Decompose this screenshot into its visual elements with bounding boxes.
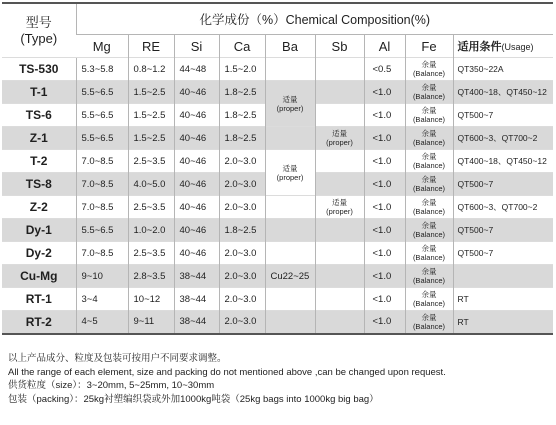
cell-si: 44~48 (174, 58, 219, 81)
cell-si: 38~44 (174, 288, 219, 311)
note-adjust-cn: 以上产品成分、粒度及包装可按用户不同要求调整。 (8, 353, 227, 364)
cell-sb (315, 58, 364, 81)
cell-usage: QT400~18、QT450~12 (453, 81, 553, 104)
cell-ba (265, 288, 315, 311)
cell-re: 2.8~3.5 (128, 265, 174, 288)
cell-re: 1.5~2.5 (128, 81, 174, 104)
type-header-cn: 型号 (25, 14, 52, 30)
ba-proper-en: (proper) (276, 172, 304, 182)
fe-en: (Balance) (412, 230, 446, 239)
cell-ba (265, 311, 315, 334)
note-packing: 包装（packing）：25kg衬塑编织袋或外加1000kg吨袋（25kg bags into 1000kg big bag） (8, 393, 379, 405)
cell-al: <1.0 (364, 127, 405, 150)
fe-en: (Balance) (412, 299, 446, 308)
cell-si: 40~46 (174, 242, 219, 265)
cell-usage: QT500~7 (453, 242, 553, 265)
fe-cn: 余量 (421, 221, 437, 230)
fe-cn: 余量 (421, 152, 437, 161)
cell-re: 1.0~2.0 (128, 219, 174, 242)
cell-re: 1.5~2.5 (128, 104, 174, 127)
cell-fe (405, 58, 453, 81)
cell-ba (265, 219, 315, 242)
cell-ba (265, 196, 315, 219)
fe-en: (Balance) (412, 253, 446, 262)
cell-ca: 1.8~2.5 (219, 127, 265, 150)
cell-re: 4.0~5.0 (128, 173, 174, 196)
fe-en: (Balance) (412, 161, 446, 170)
fe-en: (Balance) (412, 138, 446, 147)
notes (8, 352, 553, 406)
cell-mg: 5.5~6.5 (76, 104, 128, 127)
cell-type: T-2 (2, 150, 76, 173)
cell-al: <1.0 (364, 150, 405, 173)
cell-type: T-1 (2, 81, 76, 104)
cell-ca: 2.0~3.0 (219, 173, 265, 196)
cell-ca: 2.0~3.0 (219, 150, 265, 173)
header-row-elements (2, 35, 553, 58)
fe-en: (Balance) (412, 321, 446, 331)
cell-mg: 5.5~6.5 (76, 81, 128, 104)
sb-proper-cn: 适量 (332, 198, 347, 207)
cell-usage: QT500~7 (453, 219, 553, 242)
table-row (2, 196, 553, 219)
cell-sb (315, 104, 364, 127)
cell-re: 9~11 (128, 311, 174, 334)
table-row (2, 242, 553, 265)
cell-al: <1.0 (364, 311, 405, 334)
cell-re: 2.5~3.5 (128, 196, 174, 219)
cell-type: TS-6 (2, 104, 76, 127)
table-row (2, 81, 553, 104)
cell-fe (405, 104, 453, 127)
cell-al: <0.5 (364, 58, 405, 81)
table-row (2, 127, 553, 150)
cell-type: Z-1 (2, 127, 76, 150)
ba-proper-cn: 适量 (282, 163, 298, 173)
composition-header: 化学成份（%）Chemical Composition(%) (76, 3, 553, 35)
table-row (2, 150, 553, 173)
cell-si: 40~46 (174, 127, 219, 150)
cell-ba-proper (265, 81, 315, 127)
fe-cn: 余量 (421, 267, 437, 276)
cell-mg: 4~5 (76, 311, 128, 334)
cell-ba (265, 242, 315, 265)
cell-type: Dy-1 (2, 219, 76, 242)
cell-ca: 1.8~2.5 (219, 219, 265, 242)
cell-sb (315, 173, 364, 196)
cell-mg: 7.0~8.5 (76, 242, 128, 265)
cell-ca: 1.8~2.5 (219, 81, 265, 104)
cell-si: 40~46 (174, 196, 219, 219)
cell-ba (265, 58, 315, 81)
cell-al: <1.0 (364, 196, 405, 219)
cell-ca: 1.8~2.5 (219, 104, 265, 127)
cell-ca: 2.0~3.0 (219, 196, 265, 219)
col-header-sb: Sb (315, 35, 364, 58)
col-header-si: Si (174, 35, 219, 58)
table-row (2, 265, 553, 288)
cell-mg: 7.0~8.5 (76, 150, 128, 173)
cell-sb (315, 81, 364, 104)
cell-re: 2.5~3.5 (128, 242, 174, 265)
cell-usage (453, 265, 553, 288)
cell-al: <1.0 (364, 265, 405, 288)
col-header-ca: Ca (219, 35, 265, 58)
cell-mg: 3~4 (76, 288, 128, 311)
table-row (2, 311, 553, 334)
cell-ca: 2.0~3.0 (219, 288, 265, 311)
cell-ca: 2.0~3.0 (219, 265, 265, 288)
cell-usage: RT (453, 311, 553, 334)
cell-ba: Cu22~25 (265, 265, 315, 288)
cell-type: Dy-2 (2, 242, 76, 265)
cell-fe (405, 81, 453, 104)
cell-mg: 7.0~8.5 (76, 173, 128, 196)
header-row-main (2, 3, 553, 35)
cell-al: <1.0 (364, 173, 405, 196)
cell-sb (315, 150, 364, 173)
cell-fe (405, 265, 453, 288)
cell-usage: QT400~18、QT450~12 (453, 150, 553, 173)
cell-usage: QT350~22A (453, 58, 553, 81)
type-header (2, 3, 76, 58)
note-size: 供货粒度（size）：3~20mm, 5~25mm, 10~30mm (8, 380, 215, 391)
fe-cn: 余量 (421, 60, 437, 69)
cell-fe (405, 242, 453, 265)
fe-cn: 余量 (421, 83, 437, 92)
cell-sb (315, 288, 364, 311)
cell-si: 38~44 (174, 311, 219, 334)
cell-al: <1.0 (364, 242, 405, 265)
composition-table (2, 2, 553, 335)
usage-header-en: (Usage) (501, 42, 534, 52)
cell-type: TS-530 (2, 58, 76, 81)
sb-proper-en: (proper) (326, 207, 353, 216)
type-header-en: (Type) (20, 30, 58, 46)
cell-fe (405, 288, 453, 311)
cell-type: Z-2 (2, 196, 76, 219)
cell-si: 40~46 (174, 173, 219, 196)
table-row (2, 58, 553, 81)
cell-si: 40~46 (174, 219, 219, 242)
fe-en: (Balance) (412, 207, 446, 216)
cell-re: 1.5~2.5 (128, 127, 174, 150)
cell-usage: QT600~3、QT700~2 (453, 196, 553, 219)
col-header-mg: Mg (76, 35, 128, 58)
fe-cn: 余量 (421, 106, 437, 115)
cell-ca: 2.0~3.0 (219, 242, 265, 265)
cell-al: <1.0 (364, 288, 405, 311)
fe-en: (Balance) (412, 69, 446, 78)
fe-cn: 余量 (421, 312, 437, 322)
cell-fe (405, 196, 453, 219)
cell-type: TS-8 (2, 173, 76, 196)
table-row (2, 219, 553, 242)
cell-fe (405, 219, 453, 242)
cell-si: 38~44 (174, 265, 219, 288)
cell-si: 40~46 (174, 104, 219, 127)
cell-fe (405, 127, 453, 150)
cell-type: RT-1 (2, 288, 76, 311)
fe-cn: 余量 (421, 175, 437, 184)
cell-sb (315, 242, 364, 265)
cell-sb-proper-2 (315, 196, 364, 219)
cell-sb (315, 265, 364, 288)
cell-fe (405, 150, 453, 173)
cell-si: 40~46 (174, 81, 219, 104)
cell-usage: QT500~7 (453, 173, 553, 196)
cell-sb-proper-1 (315, 127, 364, 150)
cell-al: <1.0 (364, 81, 405, 104)
cell-mg: 7.0~8.5 (76, 196, 128, 219)
fe-cn: 余量 (421, 129, 437, 138)
cell-type: RT-2 (2, 311, 76, 334)
cell-mg: 9~10 (76, 265, 128, 288)
cell-mg: 5.3~5.8 (76, 58, 128, 81)
cell-fe (405, 311, 453, 334)
cell-usage: QT500~7 (453, 104, 553, 127)
sb-proper-cn: 适量 (332, 129, 347, 138)
cell-ca: 2.0~3.0 (219, 311, 265, 334)
cell-ba-proper-2 (265, 150, 315, 196)
cell-usage: QT600~3、QT700~2 (453, 127, 553, 150)
col-header-fe: Fe (405, 35, 453, 58)
cell-sb (315, 219, 364, 242)
col-header-ba: Ba (265, 35, 315, 58)
note-adjust-en: All the range of each element, size and packing do not mentioned above ,can be changed upon request. (8, 366, 446, 378)
fe-en: (Balance) (412, 115, 446, 124)
cell-usage: RT (453, 288, 553, 311)
cell-si: 40~46 (174, 150, 219, 173)
table-row (2, 288, 553, 311)
cell-ba (265, 127, 315, 150)
fe-cn: 余量 (421, 198, 437, 207)
fe-en: (Balance) (412, 184, 446, 193)
ba-proper-en: (proper) (276, 103, 304, 113)
fe-cn: 余量 (421, 290, 437, 299)
fe-cn: 余量 (421, 244, 437, 253)
cell-re: 10~12 (128, 288, 174, 311)
cell-type: Cu-Mg (2, 265, 76, 288)
fe-en: (Balance) (412, 92, 446, 101)
cell-sb (315, 311, 364, 334)
cell-re: 0.8~1.2 (128, 58, 174, 81)
cell-re: 2.5~3.5 (128, 150, 174, 173)
usage-header-cn: 适用条件 (457, 41, 502, 53)
col-header-al: Al (364, 35, 405, 58)
cell-mg: 5.5~6.5 (76, 127, 128, 150)
cell-al: <1.0 (364, 104, 405, 127)
cell-mg: 5.5~6.5 (76, 219, 128, 242)
cell-al: <1.0 (364, 219, 405, 242)
cell-fe (405, 173, 453, 196)
ba-proper-cn: 适量 (282, 94, 298, 104)
col-header-re: RE (128, 35, 174, 58)
fe-en: (Balance) (412, 276, 446, 285)
col-header-usage (453, 35, 553, 58)
sb-proper-en: (proper) (326, 138, 353, 147)
cell-ca: 1.5~2.0 (219, 58, 265, 81)
